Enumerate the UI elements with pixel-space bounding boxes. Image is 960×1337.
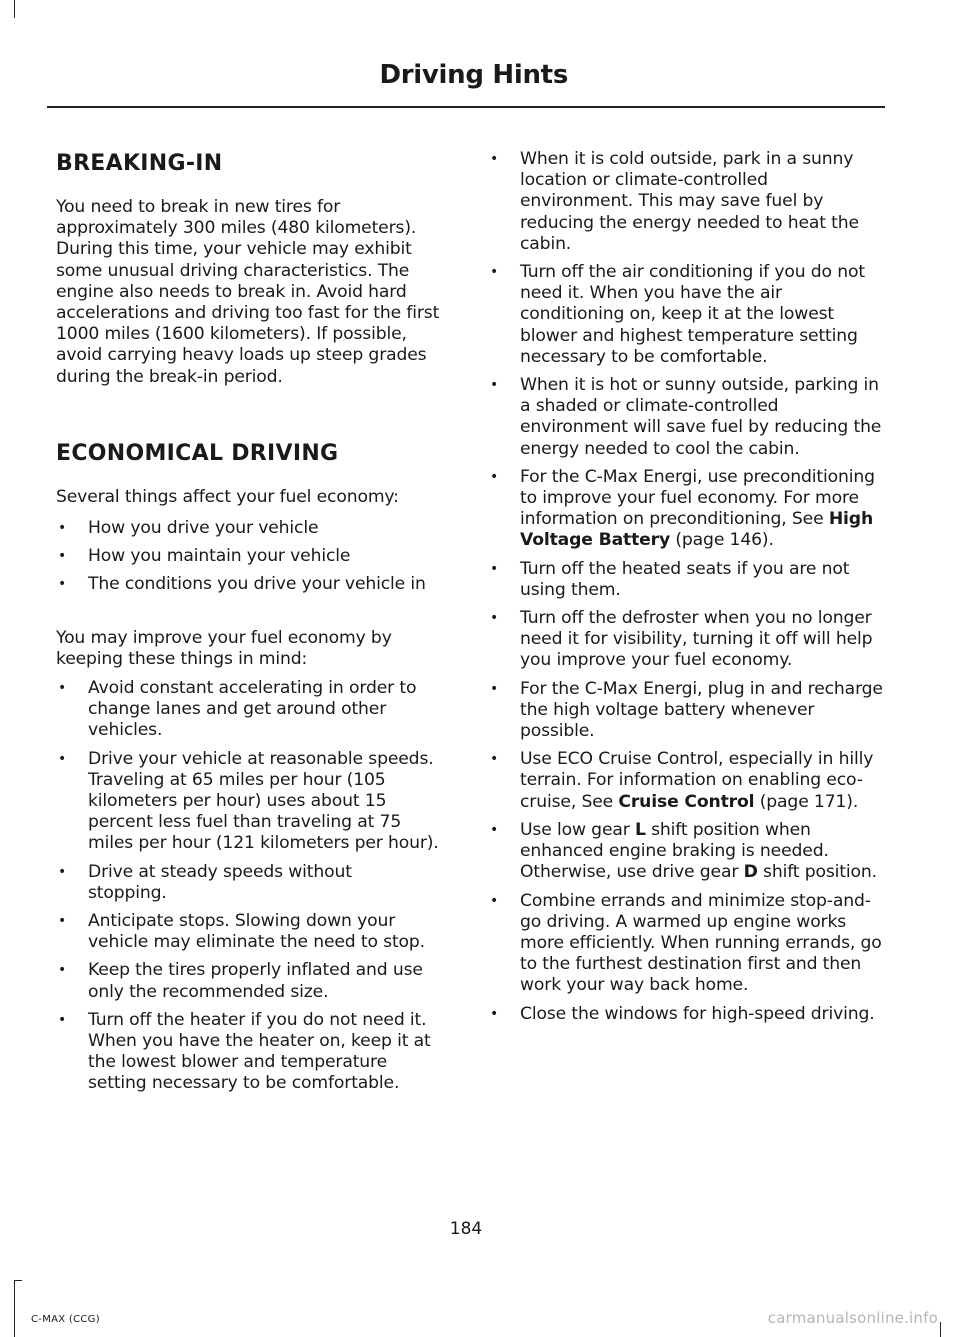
list-item: • Drive at steady speeds without stopping.	[58, 861, 352, 903]
list-item: • Use ECO Cruise Control, especially in hilly terrain. For information on enabling eco-cruise, See Cruise Control (page 171).	[490, 749, 874, 812]
crop-mark	[940, 1322, 941, 1337]
crop-mark	[14, 0, 15, 18]
cross-reference-link[interactable]: High Voltage Battery	[520, 509, 874, 551]
watermark: carmanualsonline.info	[767, 1309, 938, 1327]
model-code: C-MAX (CCG)	[31, 1314, 100, 1325]
bullet-icon: •	[490, 151, 499, 167]
economy-intro: Several things affect your fuel economy:	[56, 487, 399, 507]
page-title: Driving Hints	[379, 60, 568, 90]
list-item: • Turn off the defroster when you no longer need it for visibility, turning it off will help you improve your fuel economy.	[490, 608, 873, 671]
list-item: • Close the windows for high-speed driving.	[490, 1003, 875, 1024]
list-item: • How you maintain your vehicle	[58, 546, 351, 567]
list-item: • Anticipate stops. Slowing down your vehicle may eliminate the need to stop.	[58, 911, 425, 953]
tips-list-left	[56, 678, 448, 1102]
bullet-icon: •	[490, 680, 499, 697]
list-item: • Avoid constant accelerating in order to change lanes and get around other vehicles.	[58, 678, 417, 741]
list-item: • For the C-Max Energi, use preconditioning to improve your fuel economy. For more information on preconditioning, See High Voltage Battery (page 146).	[490, 466, 875, 551]
header-divider	[47, 106, 885, 108]
bullet-icon: •	[58, 680, 67, 696]
bullet-icon: •	[58, 962, 67, 979]
bullet-icon: •	[490, 610, 499, 627]
list-item: • Turn off the air conditioning if you do not need it. When you have the air conditioning on, keep it at the lowest blower and highest temperature setting necessary to be comfortable.	[490, 262, 865, 367]
affects-list	[56, 518, 448, 603]
bullet-icon: •	[490, 560, 499, 577]
list-item: • Turn off the heater if you do not need it. When you have the heater on, keep it at the lowest blower and temperature setting necessary to be comfortable.	[58, 1009, 431, 1094]
list-item: • When it is hot or sunny outside, parking in a shaded or climate-controlled environment will save fuel by reducing the energy needed to cool the cabin.	[490, 375, 882, 459]
crop-mark	[14, 1280, 15, 1337]
cross-reference-link[interactable]: Cruise Control	[618, 791, 755, 812]
improve-intro: You may improve your fuel economy by keeping these things in mind:	[56, 628, 392, 670]
list-item: • Use low gear L shift position when enhanced engine braking is needed. Otherwise, use drive gear D shift position.	[490, 819, 877, 883]
bullet-icon: •	[58, 913, 67, 930]
gear-d-label: D	[743, 862, 758, 883]
bullet-icon: •	[490, 821, 499, 838]
bullet-icon: •	[58, 863, 67, 880]
bullet-icon: •	[490, 468, 499, 485]
bullet-icon: •	[490, 1005, 499, 1022]
crop-mark	[14, 1280, 22, 1281]
economical-driving-heading: ECONOMICAL DRIVING	[56, 441, 339, 466]
list-item: • The conditions you drive your vehicle in	[58, 574, 426, 595]
list-item: • Turn off the heated seats if you are not using them.	[490, 558, 850, 600]
bullet-icon: •	[58, 1011, 67, 1028]
bullet-icon: •	[490, 751, 499, 768]
list-item: • When it is cold outside, park in a sunny location or climate-controlled environment. This may save fuel by reducing the energy needed to heat the cabin.	[490, 149, 859, 254]
bullet-icon: •	[58, 750, 67, 767]
list-item: • For the C-Max Energi, plug in and recharge the high voltage battery whenever possible.	[490, 678, 883, 742]
breaking-in-heading: BREAKING-IN	[56, 151, 223, 176]
breaking-in-paragraph: You need to break in new tires for approximately 300 miles (480 kilometers). During this time, your vehicle may exhibit some unusual driving characteristics. The engine also needs to break in. Avoid hard accelerations and driving too fast for the first 1000 miles (1600 kilometers). If possible, avoid carrying heavy loads up steep grades during the break-in period.	[56, 197, 440, 387]
bullet-icon: •	[490, 264, 499, 281]
bullet-icon: •	[490, 377, 499, 394]
bullet-icon: •	[58, 576, 67, 593]
list-item: • Combine errands and minimize stop-and-go driving. A warmed up engine works more efficiently. When running errands, go to the furthest destination first and then work your way back home.	[490, 890, 882, 996]
bullet-icon: •	[58, 520, 67, 536]
bullet-icon: •	[58, 548, 67, 565]
list-item: • Keep the tires properly inflated and use only the recommended size.	[58, 960, 423, 1002]
bullet-icon: •	[490, 892, 499, 909]
tips-list-right	[488, 149, 883, 1032]
list-item: • Drive your vehicle at reasonable speeds. Traveling at 65 miles per hour (105 kilometers per hour) uses about 15 percent less fuel than traveling at 75 miles per hour (121 kilometers per hour).	[58, 748, 439, 854]
page-number: 184	[449, 1219, 483, 1239]
gear-l-label: L	[634, 819, 646, 840]
list-item: • How you drive your vehicle	[58, 518, 319, 538]
